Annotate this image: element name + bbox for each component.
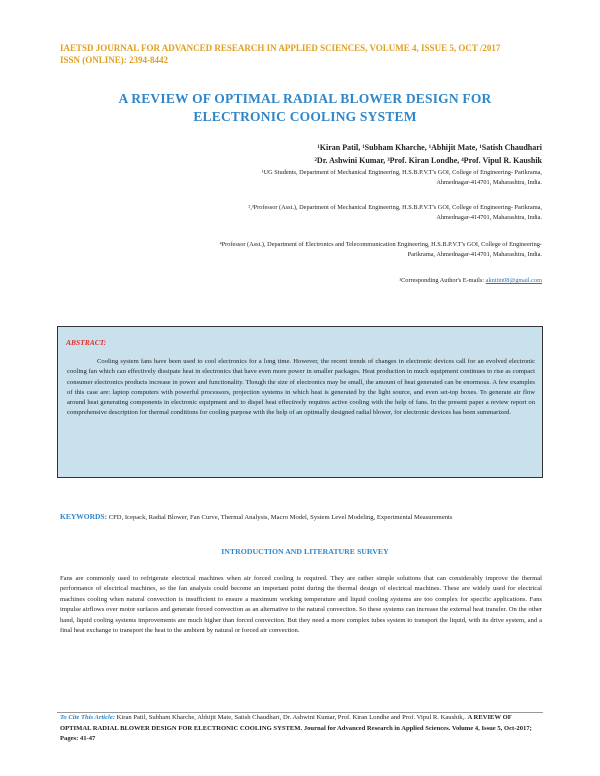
issn-line: ISSN (ONLINE): 2394-8442 [60, 54, 169, 65]
affiliation-line: ²,³Professor (Asst.), Department of Mechanical Engineering, H.S.B.P.V.T's GOI, College of Engineering- Parikrama, [248, 204, 542, 211]
intro-text: Fans are commonly used to refrigerate electrical machines when air forced cooling is required. They are rather simple solutions that can considerably improve the thermal performance of electrical machines, so the fan analysis could become an important point during the thermal design of electrical machines. These are widely used for electrical machines cooling when natural convection is insufficient to ensure a maximum working temperature and liquid cooling systems are too complex for specific applications. Fans impulse airflows over motor surfaces and generate forced convection as an alternative to the natural convection. So these systems can increase the external heat transfer. On the other hand, liquid cooling systems improvements are much higher than forced convection. But they need a more complex tubes system to transport the liquid, with its drive system, and a final heat exchange to transport the heat to the ambient by natural or forced air convection. [60, 575, 542, 635]
citation-label: To Cite This Article: [60, 714, 116, 721]
abstract-heading: ABSTRACT: [66, 338, 107, 347]
affiliation-3 [102, 240, 542, 260]
abstract-box [57, 326, 543, 478]
title-line-1: A REVIEW OF OPTIMAL RADIAL BLOWER DESIGN FOR [118, 91, 492, 106]
paper-title [60, 90, 550, 126]
citation-details: A REVIEW OF OPTIMAL RADIAL BLOWER DESIGN FOR ELECTRONIC COOLING SYSTEM. Journal for Advanced Research in Applied Sciences. Volume 4, Issue 5, Oct-2017; Pages: 41-47 [60, 714, 532, 743]
affiliation-1 [102, 168, 542, 188]
authors-line-2: ²Dr. Ashwini Kumar, ³Prof. Kiran Londhe, ⁴Prof. Vipul R. Kaushik [314, 156, 542, 165]
journal-line: IAETSD JOURNAL FOR ADVANCED RESEARCH IN APPLIED SCIENCES, VOLUME 4, ISSUE 5, OCT /2017 [60, 43, 501, 53]
affiliation-line: Parikrama, Ahmednagar-414701, Maharashtra, India. [407, 251, 542, 258]
keywords-text: CFD, Icepack, Radial Blower, Fan Curve, Thermal Analysis, Macro Model, System Level Modeling, Experimental Measurements [107, 514, 453, 521]
keywords-label: KEYWORDS: [60, 512, 108, 521]
affiliation-line: ¹UG Students, Department of Mechanical Engineering, H.S.B.P.V.T's GOI, College of Engineering- Parikrama, [261, 169, 542, 176]
section-heading: INTRODUCTION AND LITERATURE SURVEY [221, 547, 389, 556]
journal-header [60, 43, 550, 66]
citation-box [60, 713, 544, 745]
authors [82, 141, 542, 167]
affiliation-line: ⁴Professor (Asst.), Department of Electronics and Telecommunication Engineering, H.S.B.P.V.T's GOI, College of Engineering- [219, 241, 542, 248]
email-link[interactable]: aknitin08@gmail.com [485, 277, 542, 284]
abstract-text: Cooling system fans have been used to cool electronics for a long time. However, the recent trends of changes in electronic devices call for an evolved electronic cooling fan which can effectively dissipate heat in electronics that have even more power in smaller packages. Heat production in much equipment continues to rise as compact consumer electronics products increase in power and functionality. Though the size of electronics may be small, the amount of heat generated can be enormous. A few examples of this case are: laptop computers with powerful processors, projection systems in which heat is generated by the light source, and even set-top boxes. To generate air flow around heat generating components in electronic equipment and to dispel heat effectively requires active cooling with the help of fans. In the present paper a review report on comprehensive description for thermal conditions for cooling purpose with the help of an optimally designed radial blower, for electronic devices has been summarized. [67, 358, 535, 417]
keywords [60, 512, 542, 524]
affiliation-line: Ahmednagar-414701, Maharashtra, India. [436, 179, 542, 186]
citation-authors: Kiran Patil, Subham Kharche, Abhijit Mate, Satish Chaudhari, Dr. Ashwini Kumar, Prof. Kiran Londhe and Prof. Vipul R. Kaushik,. [115, 714, 468, 721]
title-line-2: ELECTRONIC COOLING SYSTEM [193, 109, 417, 124]
authors-line-1: ¹Kiran Patil, ¹Subham Kharche, ¹Abhijit Mate, ¹Satish Chaudhari [317, 143, 542, 152]
affiliation-2 [102, 203, 542, 223]
corresponding-author [399, 277, 542, 284]
corresponding-label: ¹Corresponding Author's E-mails: [399, 277, 486, 284]
affiliation-line: Ahmednagar-414701, Maharashtra, India. [436, 214, 542, 221]
